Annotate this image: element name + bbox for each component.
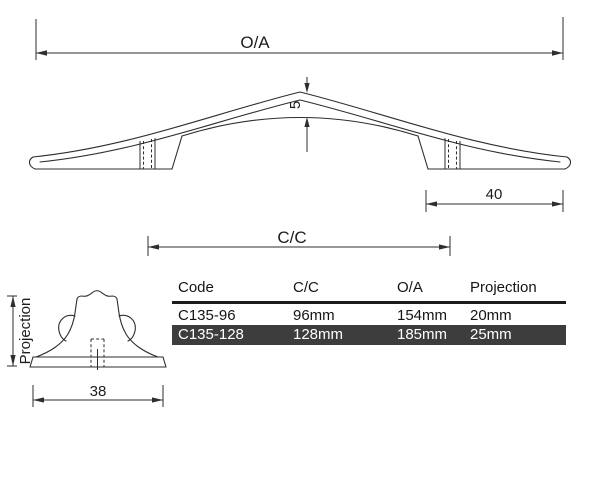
thickness-dimension — [287, 77, 310, 152]
thickness-label: 5 — [287, 100, 304, 110]
arrow-down-icon — [10, 355, 15, 366]
cc-dimension — [148, 228, 450, 256]
header-oa: O/A — [391, 278, 464, 303]
arrow-left-icon — [426, 201, 437, 206]
base-width-dimension — [33, 383, 163, 407]
arrow-up-icon — [10, 296, 15, 307]
arrow-right-icon — [152, 397, 163, 402]
arrow-left-icon — [33, 397, 44, 402]
cell-projection[interactable]: 20mm — [470, 307, 512, 324]
projection-dimension — [7, 296, 34, 366]
cc-label: C/C — [277, 228, 307, 247]
cell-code[interactable]: C135-96 — [178, 307, 236, 324]
spec-table — [172, 278, 566, 345]
oa-label: O/A — [240, 33, 270, 52]
left-screw-hole-hidden — [144, 139, 152, 169]
oa-dimension — [36, 17, 563, 60]
arrow-down-icon — [304, 83, 309, 93]
header-code: Code — [172, 278, 287, 303]
cell-cc[interactable]: 128mm — [287, 325, 391, 345]
cell-oa[interactable]: 185mm — [391, 325, 464, 345]
end-view-left-ear — [59, 315, 75, 341]
foot-length-dimension — [426, 186, 563, 212]
spec-row-c135-96[interactable] — [172, 303, 566, 326]
cell-cc[interactable]: 96mm — [293, 307, 335, 324]
arrow-right-icon — [552, 50, 563, 55]
handle-right-riser — [418, 136, 428, 169]
arrow-right-icon — [439, 244, 450, 249]
header-cc: C/C — [287, 278, 391, 303]
handle-left-tip — [29, 157, 35, 169]
arrow-left-icon — [148, 244, 159, 249]
arrow-up-icon — [304, 117, 309, 127]
handle-left-riser — [172, 136, 182, 169]
cell-projection[interactable]: 25mm — [464, 325, 566, 345]
arrow-left-icon — [36, 50, 47, 55]
handle-underside-arc — [182, 118, 418, 137]
header-projection: Projection — [464, 278, 566, 303]
handle-end-view — [30, 291, 166, 370]
cell-code[interactable]: C135-128 — [172, 325, 287, 345]
arrow-right-icon — [552, 201, 563, 206]
right-screw-hole-hidden — [449, 139, 457, 169]
end-view-bell-outline — [36, 291, 158, 357]
foot-length-label: 40 — [485, 186, 503, 203]
projection-label: Projection — [17, 297, 34, 365]
base-width-label: 38 — [89, 383, 107, 400]
spec-row-c135-128[interactable] — [172, 325, 566, 345]
spec-header-row — [172, 278, 566, 303]
handle-right-tip — [565, 157, 571, 169]
cell-oa[interactable]: 154mm — [397, 307, 448, 324]
end-view-right-ear — [119, 315, 135, 341]
